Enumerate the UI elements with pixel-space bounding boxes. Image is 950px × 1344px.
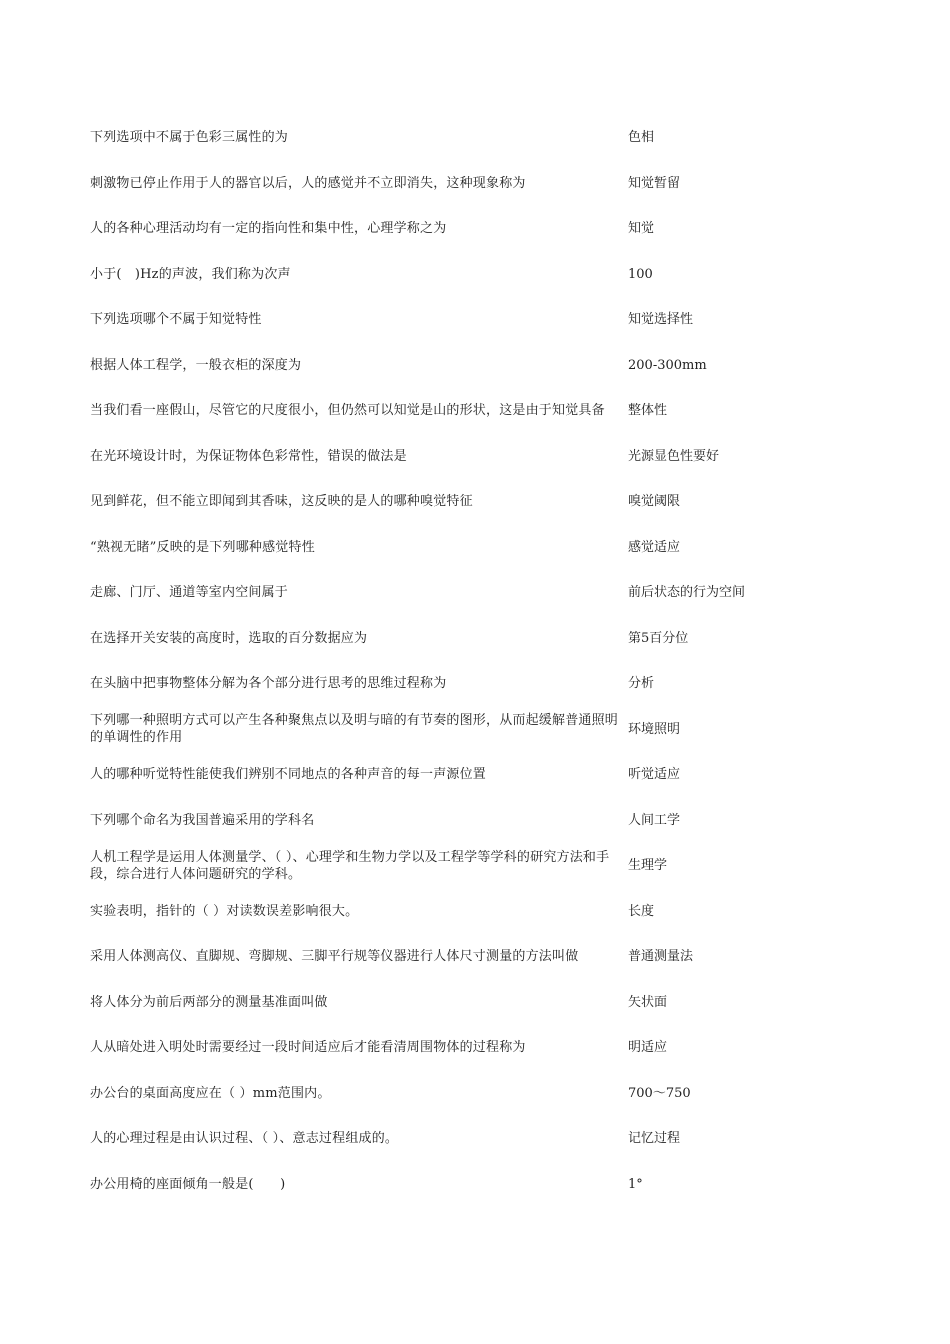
qa-row <box>0 252 950 298</box>
qa-row <box>0 161 950 207</box>
qa-row <box>0 343 950 389</box>
question-text: 当我们看一座假山，尽管它的尺度很小，但仍然可以知觉是山的形状，这是由于知觉具备 <box>90 403 605 419</box>
qa-table <box>0 115 950 1207</box>
answer-text: 色相 <box>628 130 655 146</box>
answer-text: 200-300mm <box>628 357 707 373</box>
answer-text: 环境照明 <box>628 721 681 737</box>
qa-row <box>0 661 950 707</box>
qa-row <box>0 843 950 889</box>
qa-row <box>0 115 950 161</box>
answer-text: 知觉 <box>628 221 655 237</box>
qa-row <box>0 752 950 798</box>
question-text: 采用人体测高仪、直脚规、弯脚规、三脚平行规等仪器进行人体尺寸测量的方法叫做 <box>90 949 579 965</box>
question-text: 下列选项哪个不属于知觉特性 <box>90 312 262 328</box>
qa-row <box>0 1071 950 1117</box>
question-text: 见到鲜花，但不能立即闻到其香味，这反映的是人的哪种嗅觉特征 <box>90 494 473 510</box>
question-text: 人从暗处进入明处时需要经过一段时间适应后才能看清周围物体的过程称为 <box>90 1040 526 1056</box>
answer-text: 普通测量法 <box>628 949 694 965</box>
answer-text: 第5百分位 <box>628 630 689 646</box>
question-text: 在选择开关安装的高度时，选取的百分数据应为 <box>90 630 368 646</box>
qa-row <box>0 616 950 662</box>
qa-row <box>0 570 950 616</box>
question-text: 人的心理过程是由认识过程、（ ）、意志过程组成的。 <box>90 1131 399 1147</box>
question-text: 办公台的桌面高度应在（ ）mm范围内。 <box>90 1085 331 1101</box>
qa-row <box>0 297 950 343</box>
question-text: 刺激物已停止作用于人的器官以后，人的感觉并不立即消失，这种现象称为 <box>90 175 526 191</box>
question-text: 在头脑中把事物整体分解为各个部分进行思考的思维过程称为 <box>90 676 447 692</box>
question-text: 下列选项中不属于色彩三属性的为 <box>90 130 289 146</box>
question-text: 根据人体工程学，一般衣柜的深度为 <box>90 357 302 373</box>
qa-row <box>0 434 950 480</box>
qa-row <box>0 707 950 753</box>
question-text: 小于( )Hz的声波，我们称为次声 <box>90 266 291 282</box>
qa-row <box>0 206 950 252</box>
question-text: 实验表明，指针的（ ）对读数误差影响很大。 <box>90 903 359 919</box>
answer-text: 长度 <box>628 903 655 919</box>
answer-text: 1° <box>628 1176 643 1192</box>
qa-row <box>0 798 950 844</box>
qa-row <box>0 1025 950 1071</box>
question-text: 办公用椅的座面倾角一般是( ) <box>90 1176 286 1192</box>
answer-text: 记忆过程 <box>628 1131 681 1147</box>
question-text: 在光环境设计时，为保证物体色彩常性，错误的做法是 <box>90 448 407 464</box>
qa-row <box>0 980 950 1026</box>
question-text: 人机工程学是运用人体测量学、（ ）、心理学和生物力学以及工程学等学科的研究方法和手段，综合进行人体问题研究的学科。 <box>90 849 610 882</box>
answer-text: 700～750 <box>628 1085 691 1101</box>
qa-row <box>0 388 950 434</box>
answer-text: 矢状面 <box>628 994 668 1010</box>
answer-text: 嗅觉阈限 <box>628 494 681 510</box>
answer-text: 前后状态的行为空间 <box>628 585 746 601</box>
question-text: 下列哪个命名为我国普遍采用的学科名 <box>90 812 315 828</box>
qa-row <box>0 889 950 935</box>
answer-text: 光源显色性要好 <box>628 448 720 464</box>
answer-text: 整体性 <box>628 403 668 419</box>
qa-row <box>0 525 950 571</box>
qa-row <box>0 479 950 525</box>
answer-text: 人间工学 <box>628 812 681 828</box>
answer-text: 100 <box>628 266 653 282</box>
question-text: 将人体分为前后两部分的测量基准面叫做 <box>90 994 328 1010</box>
question-text: “熟视无睹”反映的是下列哪种感觉特性 <box>90 539 315 555</box>
question-text: 下列哪一种照明方式可以产生各种聚焦点以及明与暗的有节奏的图形，从而起缓解普通照明的单调性的作用 <box>90 713 619 746</box>
answer-text: 生理学 <box>628 858 668 874</box>
qa-row <box>0 1162 950 1208</box>
question-text: 人的各种心理活动均有一定的指向性和集中性，心理学称之为 <box>90 221 447 237</box>
answer-text: 分析 <box>628 676 655 692</box>
answer-text: 知觉选择性 <box>628 312 694 328</box>
answer-text: 知觉暂留 <box>628 175 681 191</box>
qa-row <box>0 1116 950 1162</box>
answer-text: 感觉适应 <box>628 539 681 555</box>
question-text: 走廊、门厅、通道等室内空间属于 <box>90 585 289 601</box>
answer-text: 听觉适应 <box>628 767 681 783</box>
question-text: 人的哪种听觉特性能使我们辨别不同地点的各种声音的每一声源位置 <box>90 767 487 783</box>
qa-row <box>0 934 950 980</box>
answer-text: 明适应 <box>628 1040 668 1056</box>
